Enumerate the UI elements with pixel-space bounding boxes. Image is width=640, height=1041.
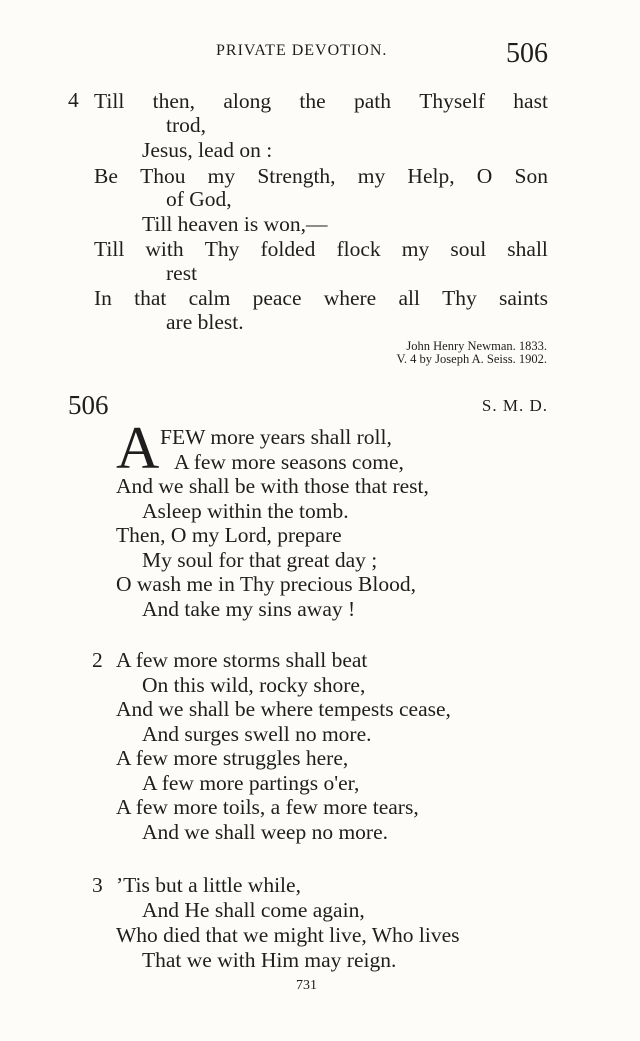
verse-line: trod,	[166, 113, 207, 137]
verse-line: Who died that we might live, Who lives	[116, 923, 460, 947]
verse-line: A few more seasons come,	[174, 450, 404, 474]
verse-line: ’Tis but a little while,	[116, 873, 301, 897]
verse-line: Till then, along the path Thyself hast	[94, 89, 548, 113]
verse-line: Then, O my Lord, prepare	[116, 523, 342, 547]
author-attribution: V. 4 by Joseph A. Seiss. 1902.	[396, 352, 547, 366]
verse-line: And surges swell no more.	[142, 722, 372, 746]
verse-line: That we with Him may reign.	[142, 948, 397, 972]
verse-line: FEW more years shall roll,	[160, 425, 392, 449]
verse-line: And we shall weep no more.	[142, 820, 388, 844]
verse-line: of God,	[166, 187, 232, 211]
verse-line: are blest.	[166, 310, 244, 334]
verse-line: Till with Thy folded flock my soul shall	[94, 237, 548, 261]
verse-line: In that calm peace where all Thy saints	[94, 286, 548, 310]
verse-line: A few more partings o'er,	[142, 771, 360, 795]
verse-line: On this wild, rocky shore,	[142, 673, 366, 697]
verse-line: A few more storms shall beat	[116, 648, 368, 672]
hymn-number: 506	[68, 390, 109, 420]
drop-cap: A	[116, 415, 160, 481]
verse-line: My soul for that great day ;	[142, 548, 378, 572]
stanza-number: 4	[68, 88, 79, 112]
verse-line: And we shall be where tempests cease,	[116, 697, 451, 721]
running-title: PRIVATE DEVOTION.	[216, 42, 388, 59]
verse-line: Till heaven is won,—	[142, 212, 328, 236]
stanza-number: 3	[92, 873, 103, 897]
verse-line: A few more struggles here,	[116, 746, 349, 770]
verse-line: Be Thou my Strength, my Help, O Son	[94, 164, 548, 188]
verse-line: And take my sins away !	[142, 597, 356, 621]
author-attribution: John Henry Newman. 1833.	[406, 339, 547, 353]
page-hymn-number: 506	[506, 38, 548, 69]
hymn-meter: S. M. D.	[481, 396, 548, 415]
verse-line: And we shall be with those that rest,	[116, 474, 429, 498]
verse-line: Jesus, lead on :	[142, 138, 273, 162]
verse-line: O wash me in Thy precious Blood,	[116, 572, 416, 596]
verse-line: rest	[166, 261, 198, 285]
verse-line: Asleep within the tomb.	[142, 499, 349, 523]
verse-line: And He shall come again,	[142, 898, 365, 922]
stanza-number: 2	[92, 648, 103, 672]
verse-line: A few more toils, a few more tears,	[116, 795, 419, 819]
page-number: 731	[296, 978, 317, 993]
